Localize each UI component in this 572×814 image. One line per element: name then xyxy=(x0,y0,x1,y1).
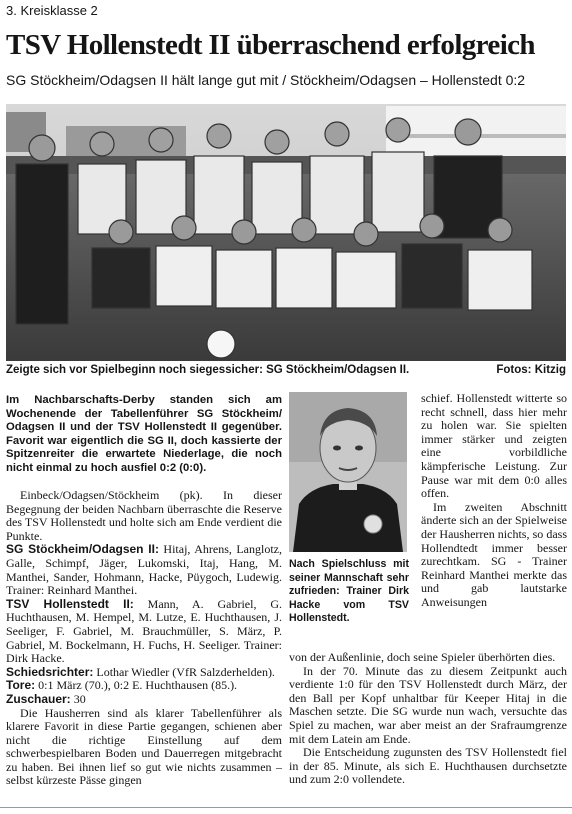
referee-text: Lothar Wiedler (VfR Salzderhelden). xyxy=(93,664,275,679)
section-kicker: 3. Kreisklasse 2 xyxy=(6,3,98,18)
portrait-caption: Nach Spielschluss mit seiner Mannschaft sehr zufrieden: Trainer Dirk Hacke vom TSV Hollenstedt. xyxy=(289,558,409,625)
lineup-tsv-text: Mann, A. Gabriel, G. Huchthausen, M. Hempel, M. Lutze, E. Huchthausen, J. Seeliger, F. Gabriel, M. Brauchmüller, S. März, P. Gabriel, M. Bockelmann, H. Fuchs, H. Seeliger. Trainer: Dirk Hacke. xyxy=(6,596,282,666)
right-paragraph-2: Im zweiten Abschnitt änderte sich an der Spielweise der Hausherren nichts, so dass Hollendtedt immer besser zurechtkam. SG - Trainer Reinhard Manthei merkte das und gab lautstarke Anweisungen xyxy=(421,499,567,609)
goals-text: 0:1 März (70.), 0:2 E. Huchthausen (85.). xyxy=(35,678,238,693)
crowd-label: Zuschauer: xyxy=(6,691,71,706)
coach-portrait xyxy=(289,392,407,552)
report-paragraph: Die Hausherren sind als klarer Tabellenführer als klarere Favorit in diese Partie gegangen, schienen aber nicht die richtige Einstellung auf dem schwerbespielbaren Boden und Dauerregen mitgebracht zu haben. Bei ihnen lief so gut wie nichts zusammen – selbst kürzeste Pässe gingen xyxy=(6,705,282,788)
referee-line xyxy=(6,666,282,680)
article-subline: SG Stöckheim/Odagsen II hält lange gut mit / Stöckheim/Odagsen – Hollenstedt 0:2 xyxy=(6,72,526,88)
lineup-tsv xyxy=(6,598,282,666)
lineup-sg xyxy=(6,543,282,597)
article-column-right-bottom xyxy=(289,651,567,787)
article-lead: Im Nachbarschafts-Derby standen sich am Wochenende der Tabellenführer SG Stöckheim/ Odagsen II und der TSV Hollenstedt II gegenüber. Favorit war eigentlich die SG II, doch kassierte der Spitzenreiter die erwartete Niederlage, die noch nicht einmal zu hoch ausfiel 0:2 (0:0). xyxy=(6,394,282,474)
goals-line xyxy=(6,679,282,693)
right-paragraph-4: Die Entscheidung zugunsten des TSV Hollenstedt fiel in der 85. Minute, als sich E. Huchthausen durchsetzte und zum 2:0 vollendete. xyxy=(289,745,567,787)
article-headline: TSV Hollenstedt II überraschend erfolgreich xyxy=(6,29,535,61)
crowd-text: 30 xyxy=(70,691,86,706)
article-column-left xyxy=(6,489,282,788)
team-photo xyxy=(6,104,566,361)
right-paragraph-1: schief. Hollenstedt witterte so recht schnell, dass hier mehr zu holen war. Sie spielten immer stärker und zeigten eine vorbildliche kämpferische Leistung. Zur Pause war mit dem 0:0 alles offen. xyxy=(421,391,567,501)
photo-credit: Fotos: Kitzig xyxy=(496,364,566,376)
lineup-sg-text: Hitaj, Ahrens, Langlotz, Galle, Schimpf, Jäger, Lukomski, Itaj, Hang, M. Manthei, Sander, Hohmann, Hacke, Püygoch, Ludewig. Trainer: Reinhard Manthei. xyxy=(6,542,282,598)
article-column-right-top xyxy=(421,392,567,610)
right-paragraph-3: In der 70. Minute das zu diesem Zeitpunkt auch verdiente 1:0 für den TSV Hollenstedt durch März, der den Ball per Kopf unhaltbar für Keeper Hitaj in die Maschen setzte. Die SG wurde nun wach, versuchte das Spiel zu machen, war aber meist an der Srafraumgrenze mit dem Latein am Ende. xyxy=(289,663,567,746)
goals-label: Tore: xyxy=(6,678,36,693)
crowd-line xyxy=(6,693,282,707)
photo-caption xyxy=(6,364,566,376)
right-paragraph-2-cont: von der Außenlinie, doch seine Spieler überhörten dies. xyxy=(289,650,556,664)
photo-caption-text: Zeigte sich vor Spielbeginn noch siegessicher: SG Stöckheim/Odagsen II. xyxy=(6,364,410,376)
lineup-tsv-label: TSV Hollenstedt II: xyxy=(6,596,134,611)
bottom-rule xyxy=(0,807,572,808)
lineup-sg-label: SG Stöckheim/Odagsen II: xyxy=(6,542,159,557)
intro-paragraph: Einbeck/Odagsen/Stöckheim (pk). In dieser Begegnung der beiden Nachbarn überraschte die Reserve des TSV Hollenstedt und holte sich am Ende verdient die Punkte. xyxy=(6,488,282,543)
referee-label: Schiedsrichter: xyxy=(6,664,94,679)
